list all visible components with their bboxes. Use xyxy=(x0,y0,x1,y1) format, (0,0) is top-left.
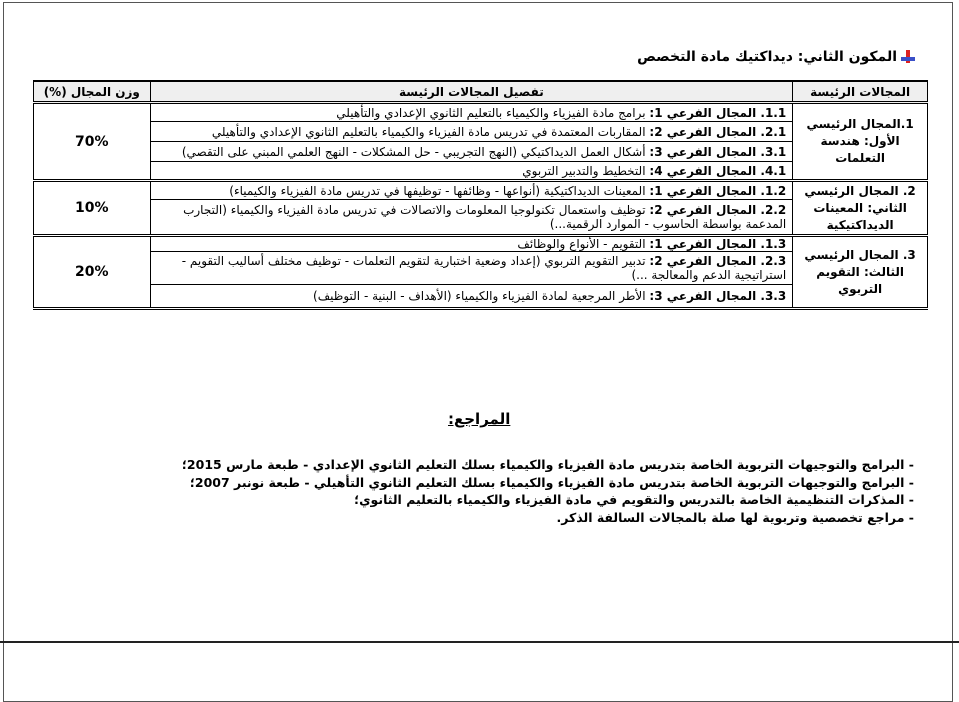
reference-item: - البرامج والتوجيهات التربوية الخاصة بتدريس مادة الفيزياء والكيمياء بسلك التعليم الثانوي الإعدادي - طبعة مارس 2015؛ xyxy=(181,457,914,472)
sub-domain-text: أشكال العمل الديداكتيكي (النهج التجريبي - حل المشكلات - النهج العلمي المبني على التقصي) xyxy=(181,144,646,159)
table-row xyxy=(34,236,928,252)
section-heading xyxy=(637,49,915,65)
sub-domain-text: المعينات الديداكتيكية (أنواعها - وظائفها - توظيفها في تدريس مادة الفيزياء والكيمياء) xyxy=(229,183,646,198)
header-detail: تفصيل المجالات الرئيسة xyxy=(150,81,793,103)
sub-domain-label: 1.2. المجال الفرعي 1: xyxy=(649,183,787,198)
reference-item: - المذكرات التنظيمية الخاصة بالتدريس والتقويم في مادة الفيزياء والكيمياء بالتعليم الثانوي؛ xyxy=(354,492,914,507)
domain-cell: 1.المجال الرئيسي الأول: هندسة التعلمات xyxy=(793,103,928,181)
sub-domain-text: المقاربات المعتمدة في تدريس مادة الفيزياء والكيمياء بالتعليم الثانوي الإعدادي والتأهيلي xyxy=(211,124,646,139)
domains-table xyxy=(33,80,928,310)
sub-domain-text: برامج مادة الفيزياء والكيمياء بالتعليم الثانوي الإعدادي والتأهيلي xyxy=(336,105,646,120)
sub-domain-label: 3.1. المجال الفرعي 3: xyxy=(649,144,787,159)
weight-cell: 20% xyxy=(34,236,151,309)
reference-item: - البرامج والتوجيهات التربوية الخاصة بتدريس مادة الفيزياء والكيمياء بسلك التعليم الثانوي التأهيلي - طبعة نونبر 2007؛ xyxy=(189,474,914,490)
weight-cell: 10% xyxy=(34,181,151,236)
sub-domain-cell xyxy=(150,200,793,236)
sub-domain-cell xyxy=(150,252,793,285)
sub-domain-text: تدبير التقويم التربوي (إعداد وضعية اختبارية لتقويم التعلمات - توظيف مختلف أساليب التقويم - استراتيجية الدعم والمعالجة ...) xyxy=(181,254,787,282)
sub-domain-cell xyxy=(150,181,793,200)
section-heading-text: المكون الثاني: ديداكتيك مادة التخصص xyxy=(637,49,897,65)
sub-domain-text: الأطر المرجعية لمادة الفيزياء والكيمياء (الأهداف - البنية - التوظيف) xyxy=(313,289,646,303)
references-title: المراجع: xyxy=(448,410,511,428)
domain-cell: 3. المجال الرئيسي الثالث: التقويم التربوي xyxy=(793,236,928,309)
sub-domain-cell xyxy=(150,103,793,122)
header-weight: وزن المجال (%) xyxy=(34,81,151,103)
sub-domain-text: توظيف واستعمال تكنولوجيا المعلومات والاتصالات في تدريس مادة الفيزياء والكيمياء (التجارب المدعمة بواسطة الحاسوب - الموارد الرقمية...) xyxy=(183,203,787,231)
reference-item: - مراجع تخصصية وتربوية لها صلة بالمجالات السالفة الذكر. xyxy=(556,509,914,525)
table-row xyxy=(34,103,928,122)
sub-domain-label: 4.1. المجال الفرعي 4: xyxy=(649,163,787,178)
domain-cell: 2. المجال الرئيسي الثاني: المعينات الديداكتيكية xyxy=(793,181,928,236)
pin-icon xyxy=(901,50,915,64)
sub-domain-label: 1.1. المجال الفرعي 1: xyxy=(649,105,787,120)
header-domain: المجالات الرئيسة xyxy=(793,81,928,103)
sub-domain-cell xyxy=(150,236,793,252)
sub-domain-label: 3.3. المجال الفرعي 3: xyxy=(649,289,787,303)
sub-domain-text: التخطيط والتدبير التربوي xyxy=(522,163,646,178)
references-list xyxy=(181,456,914,526)
sub-domain-cell xyxy=(150,285,793,309)
sub-domain-label: 2.3. المجال الفرعي 2: xyxy=(649,254,787,268)
sub-domain-label: 2.1. المجال الفرعي 2: xyxy=(649,124,787,139)
table-header-row xyxy=(34,81,928,103)
sub-domain-cell xyxy=(150,162,793,181)
sub-domain-cell xyxy=(150,122,793,142)
weight-cell: 70% xyxy=(34,103,151,181)
sub-domain-cell xyxy=(150,142,793,162)
table-row xyxy=(34,181,928,200)
sub-domain-label: 2.2. المجال الفرعي 2: xyxy=(649,203,787,217)
sub-domain-text: التقويم - الأنواع والوظائف xyxy=(517,237,646,251)
page-bottom-rule xyxy=(0,641,959,643)
sub-domain-label: 1.3. المجال الفرعي 1: xyxy=(649,237,787,251)
